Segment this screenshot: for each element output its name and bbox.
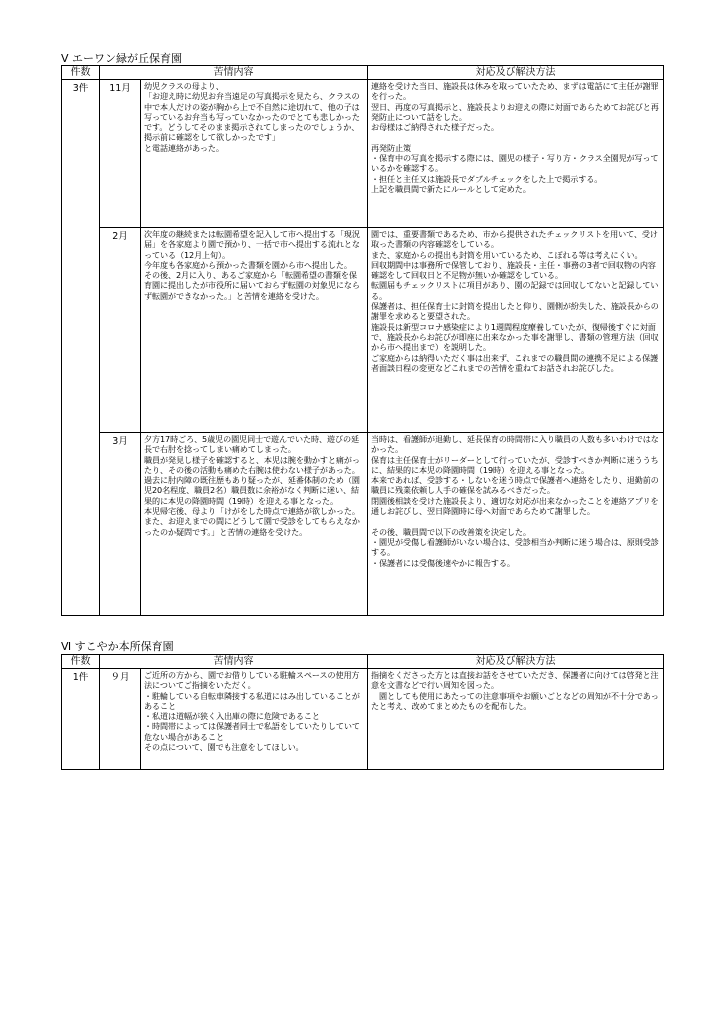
response-text: 当時は、看護師が退勤し、延長保育の時間帯に入り職員の人数も多いわけではなかった。 保育は主任保育士がリーダーとして行っていたが、受診すべきか判断に迷ううちに、結果的に本児の降園時間（19時）を迎える事となった。 本来であれば、受診する・しないを迷う時点で保護者へ連絡をしたり、退勤前の職員に残業依頼し人手の確保を試みるべきだった。 閉園後相談を受けた施設長より、適切な対応が出来なかったことを連絡アプリを通しお詫びし、翌日降園時に母へ対面であらためて謝罪した。 その後、職員間で以下の改善策を決定した。 ・園児が受傷し看護師がいない場合は、受診相当か判断に迷う場合は、原則受診する。 ・保護者には受傷後速やかに報告する。	[371, 434, 659, 568]
complaint-cell	[141, 433, 368, 616]
response-text: 園では、重要書類であるため、市から提供されたチェックリストを用いて、受け取った書類の内容確認をしている。 また、家庭からの提出も封筒を用いているため、こぼれる等は考えにくい。 回収期間中は事務所で保管しており、施設長・主任・事務の3者で回収物の内容確認をして回収日と不足物が無いか確認をしている。 転園届もチェックリストに項目があり、園の記録では回収してないと記録している。 保護者は、担任保育士に封筒を提出したと仰り、園側が紛失した、施設長からの謝罪を求めると要望された。 施設長は新型コロナ感染症により1週間程度療養していたが、復帰後すぐに対面で、施設長からお詫びが即座に出来なかった事を謝罪し、書類の管理方法（回収から市へ提出まで）を説明した。 ご家庭からは納得いただく事は出来ず、これまでの職員間の連携不足による保護者面談日程の変更などこれまでの苦情を重ねてお話されお詫びした。	[371, 229, 659, 373]
response-text: 連絡を受けた当日、施設長は休みを取っていたため、まずは電話にて主任が謝罪を行った。 翌日、再度の写真掲示と、施設長よりお迎えの際に対面であらためてお詫びと再発防止について話をした。 お母様はご納得された様子だった。 再発防止策 ・保育中の写真を掲示する際には、園児の様子・写り方・クラス全園児が写っているかを確認する。 ・担任と主任又は施設長でダブルチェックをした上で掲示する。 上記を職員間で新たにルールとして定めた。	[371, 81, 659, 194]
response-cell	[368, 80, 664, 228]
table-row	[62, 80, 664, 228]
month-cell: ９月	[100, 669, 141, 770]
response-cell	[368, 228, 664, 433]
table-row	[62, 433, 664, 616]
complaint-cell	[141, 228, 368, 433]
header-response: 対応及び解決方法	[368, 66, 664, 80]
complaint-text: ご近所の方から、園でお借りしている駐輪スペースの使用方法についてご指摘をいただく。 ・駐輪している自転車隣接する私道にはみ出していることがあること ・私道は道幅が狭く入出庫の際に危険であること ・時間帯によっては保護者同士で私語をしていたりしていて危ない場合があること その点について、園でも注意をしてほしい。	[144, 670, 360, 753]
header-complaint: 苦情内容	[100, 66, 368, 80]
section-title-6: Ⅵ すこやか本所保育園	[61, 640, 174, 653]
month-cell: 3月	[100, 433, 141, 616]
complaint-text: 次年度の継続または転園希望を記入して市へ提出する「現況届」を各家庭より園で預かり、一括で市へ提出する流れとなっている（12月上旬）。 今年度も各家庭から預かった書類を園から市へ提出した。 その後、2月に入り、あるご家庭から「転園希望の書類を保育園に提出したが市役所に届いておらず転園の対象児にならず転園ができなかった。」と苦情を連絡を受けた。	[144, 229, 360, 301]
month-cell: 2月	[100, 228, 141, 433]
complaint-text: 幼児クラスの母より、 「お迎え時に幼児お弁当遠足の写真掲示を見たら、クラスの中で本人だけの姿が胸から上で不自然に途切れて、他の子は写っているお弁当も写っていなかったのでとても悲しかったです。どうしてそのまま掲示されてしまったのでしょうか、掲示前に確認をして欲しかったです」 と電話連絡があった。	[144, 81, 360, 153]
table-row	[62, 228, 664, 433]
response-cell	[368, 669, 664, 770]
response-cell	[368, 433, 664, 616]
header-response: 対応及び解決方法	[368, 655, 664, 669]
section-title-5: Ⅴ エーワン緑が丘保育園	[61, 52, 183, 65]
header-count: 件数	[62, 66, 100, 80]
table-row	[62, 669, 664, 770]
response-text: 指摘をくださった方とは直接お話をさせていただき、保護者に向けては啓発と注意を文書などで行い周知を図った。 園としても使用にあたっての注意事項やお願いごとなどの周知が不十分であったと考え、改めてまとめたものを配布した。	[371, 670, 659, 711]
table-header-row	[62, 655, 664, 669]
complaint-cell	[141, 80, 368, 228]
complaint-table-6	[61, 654, 664, 770]
month-cell: 11月	[100, 80, 141, 228]
count-cell: 3件	[62, 80, 100, 616]
table-header-row	[62, 66, 664, 80]
count-cell: 1件	[62, 669, 100, 770]
complaint-text: 夕方17時ごろ、5歳児の園児同士で遊んでいた時、遊びの延長で右肘を捻ってしまい痛めてしまった。 職員が発見し様子を確認すると、本児は腕を動かすと痛がったり、その後の活動も痛めた右腕は使わない様子があった。 過去に肘内障の既往歴もあり疑ったが、延番体制のため（園児20名程度、職員2名）職員数に余裕がなく判断に迷い、結果的に本児の降園時間（19時）を迎える事となった。 本児帰宅後、母より「けがをした時点で連絡が欲しかった。また、お迎えまでの間にどうして園で受診をしてもらえなかったのか疑問です。」と苦情の連絡を受けた。	[144, 434, 360, 537]
header-count: 件数	[62, 655, 100, 669]
header-complaint: 苦情内容	[100, 655, 368, 669]
complaint-cell	[141, 669, 368, 770]
complaint-table-5	[61, 65, 664, 616]
